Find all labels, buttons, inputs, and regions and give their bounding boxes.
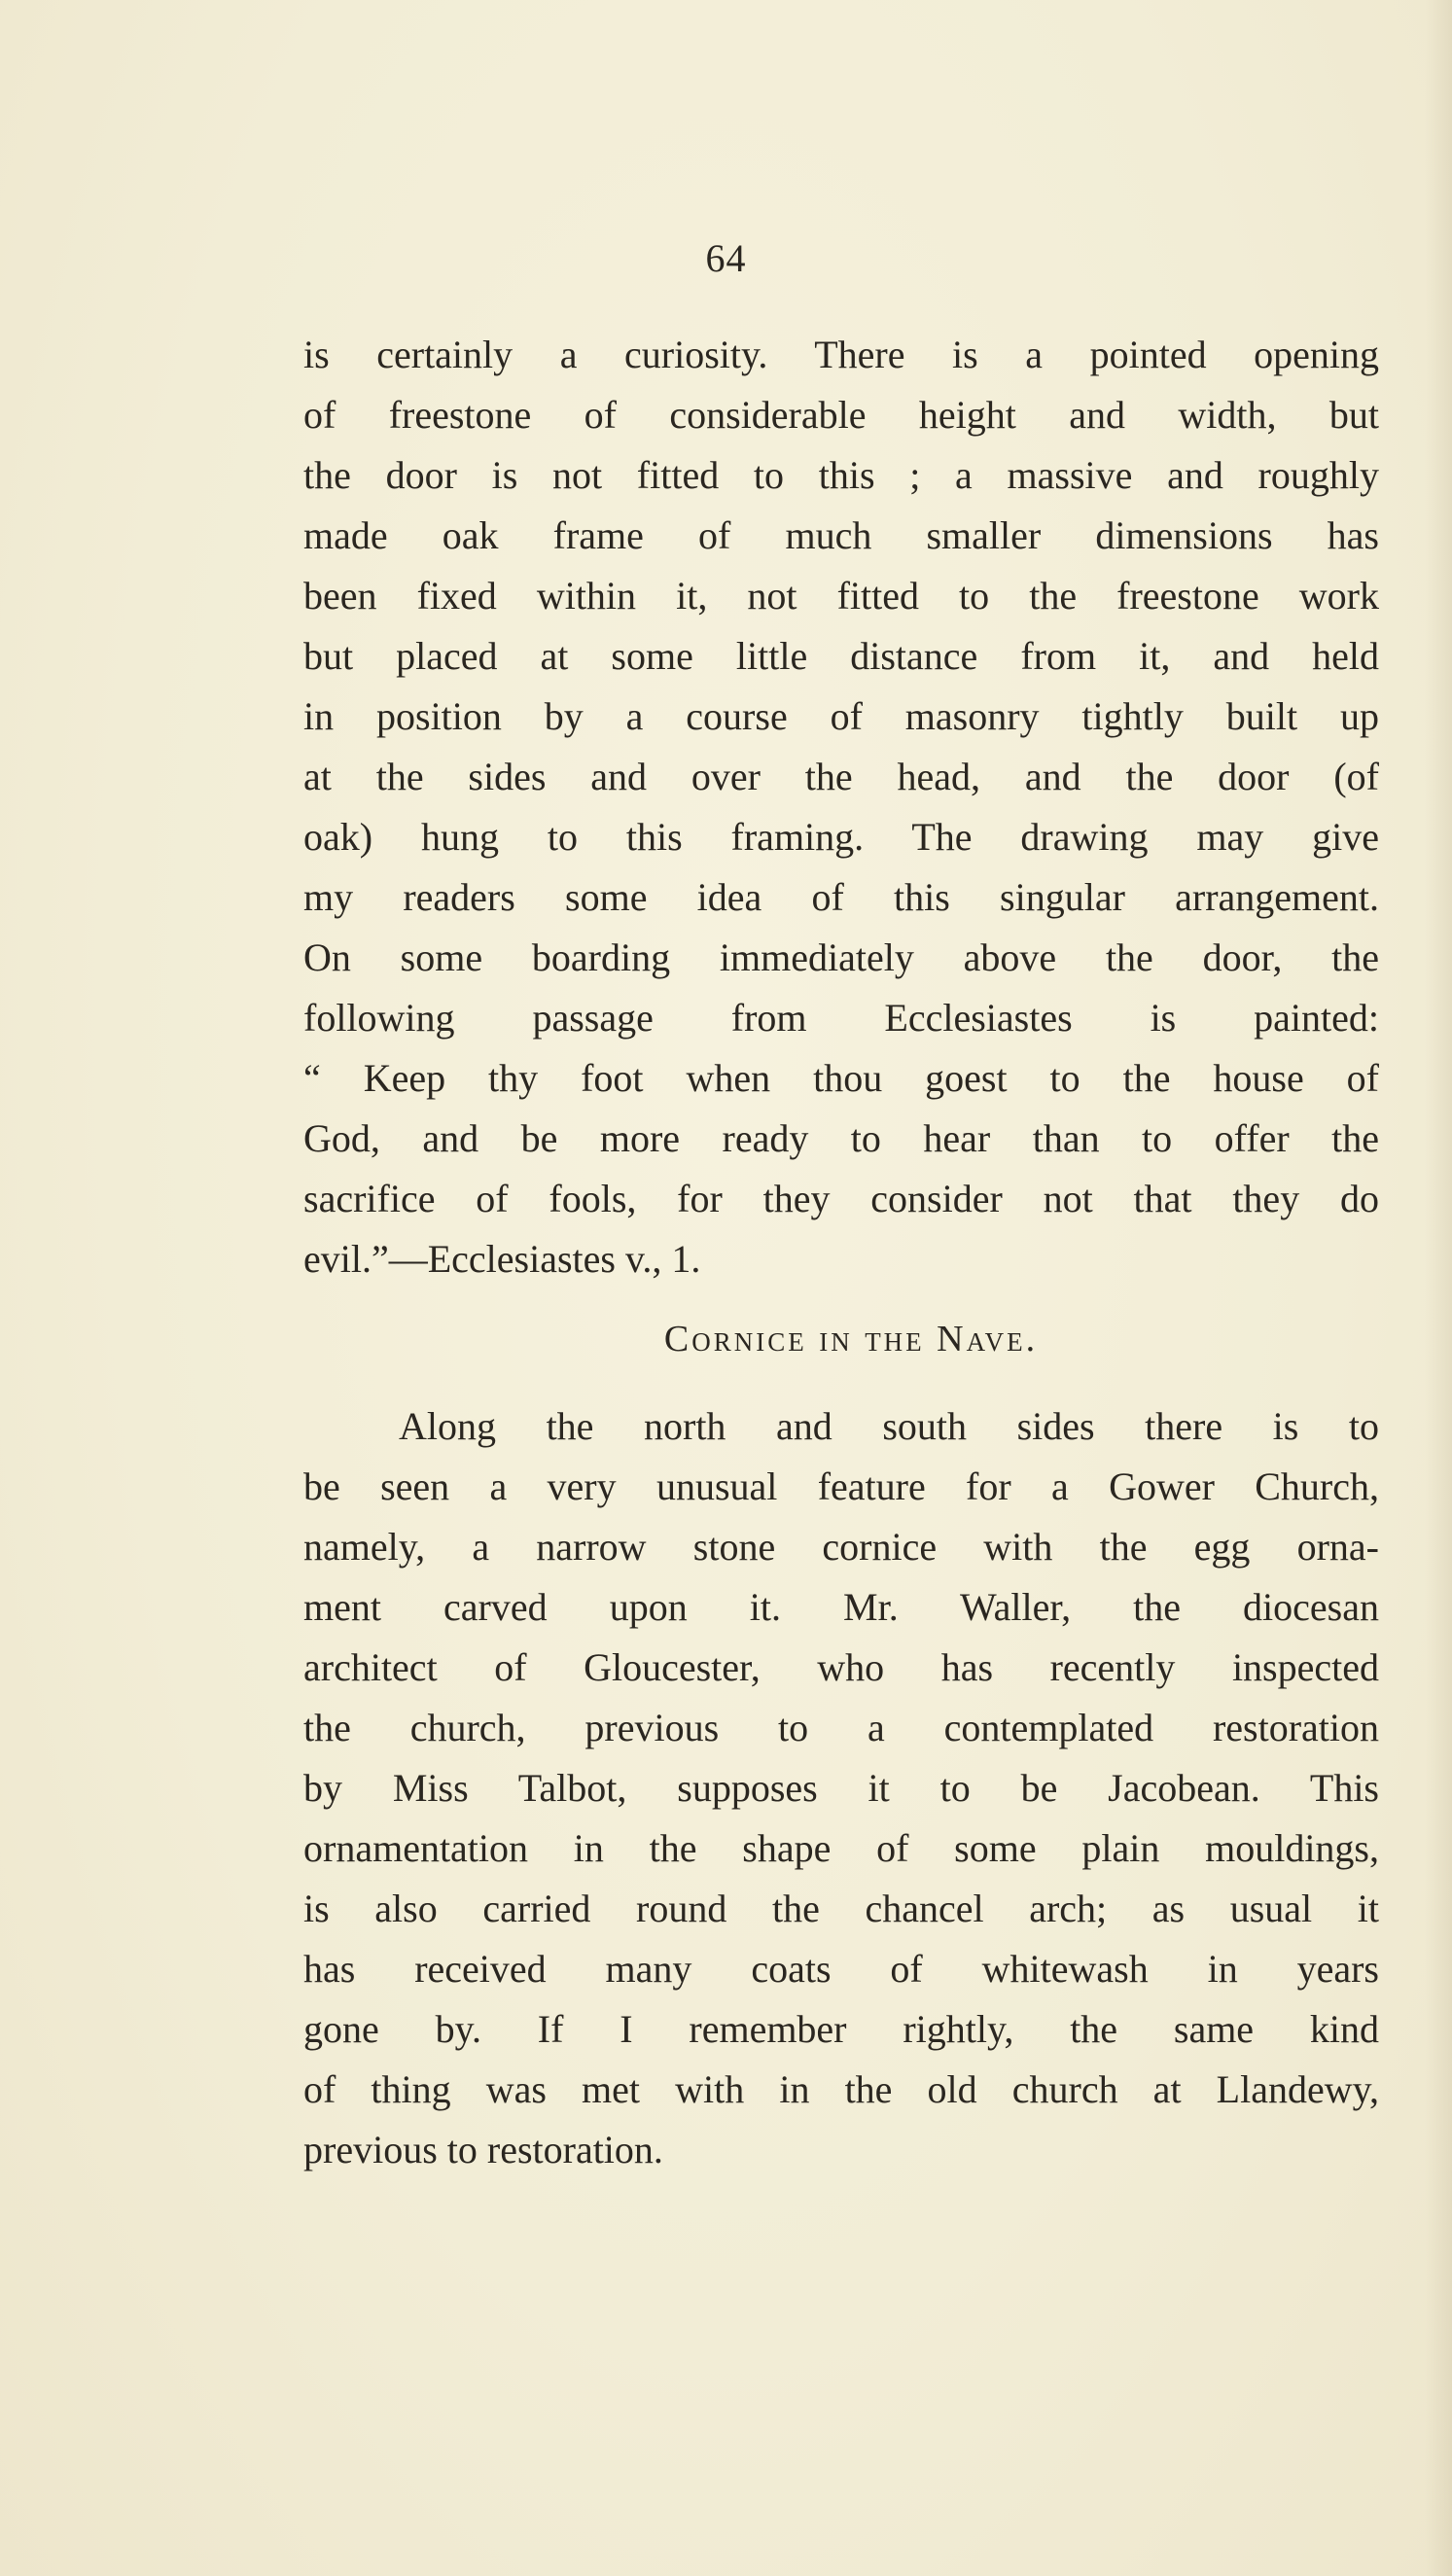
text-line: On some boarding immediately above the door, the	[303, 935, 1379, 979]
text-line: the church, previous to a contemplated restoration	[303, 1706, 1379, 1749]
text-line: been fixed within it, not fitted to the freestone work	[303, 574, 1379, 618]
text-line: be seen a very unusual feature for a Gower Church,	[303, 1464, 1379, 1508]
text-line: but placed at some little distance from it, and held	[303, 634, 1379, 678]
text-line: sacrifice of fools, for they consider not that they do	[303, 1177, 1379, 1220]
text-line: of freestone of considerable height and width, but	[303, 393, 1379, 437]
text-line: the door is not fitted to this ; a massive and roughly	[303, 453, 1379, 497]
page-edge-shadow	[1425, 0, 1452, 2576]
text-line: ment carved upon it. Mr. Waller, the diocesan	[303, 1585, 1379, 1629]
text-line: ornamentation in the shape of some plain mouldings,	[303, 1826, 1379, 1870]
text-line: at the sides and over the head, and the door (of	[303, 755, 1379, 798]
text-line: architect of Gloucester, who has recently inspected	[303, 1645, 1379, 1689]
text-line: “ Keep thy foot when thou goest to the house of	[303, 1056, 1379, 1100]
text-line: evil.”—Ecclesiastes v., 1.	[303, 1237, 701, 1281]
page-number: 64	[705, 236, 747, 280]
section-heading: Cornice in the Nave.	[663, 1319, 1039, 1359]
text-line: following passage from Ecclesiastes is painted:	[303, 996, 1379, 1040]
paragraph-2	[303, 1396, 1379, 2180]
text-line: previous to restoration.	[303, 2128, 663, 2171]
paragraph-1	[303, 325, 1379, 1289]
text-line: God, and be more ready to hear than to offer the	[303, 1116, 1379, 1160]
text-line: is also carried round the chancel arch; as usual it	[303, 1887, 1379, 1930]
text-line: Along the north and south sides there is to	[399, 1404, 1379, 1448]
text-line: in position by a course of masonry tightly built up	[303, 694, 1379, 738]
text-line: my readers some idea of this singular arrangement.	[303, 875, 1379, 919]
text-line: has received many coats of whitewash in years	[303, 1947, 1379, 1991]
text-line: by Miss Talbot, supposes it to be Jacobean. This	[303, 1766, 1379, 1810]
body-text	[303, 325, 1379, 2180]
text-line: oak) hung to this framing. The drawing may give	[303, 815, 1379, 859]
text-line: gone by. If I remember rightly, the same kind	[303, 2007, 1379, 2051]
text-line: namely, a narrow stone cornice with the egg orna-	[303, 1525, 1379, 1569]
text-line: made oak frame of much smaller dimensions has	[303, 513, 1379, 557]
text-line: of thing was met with in the old church at Llandewy,	[303, 2067, 1379, 2111]
text-line: is certainly a curiosity. There is a pointed opening	[303, 333, 1379, 376]
